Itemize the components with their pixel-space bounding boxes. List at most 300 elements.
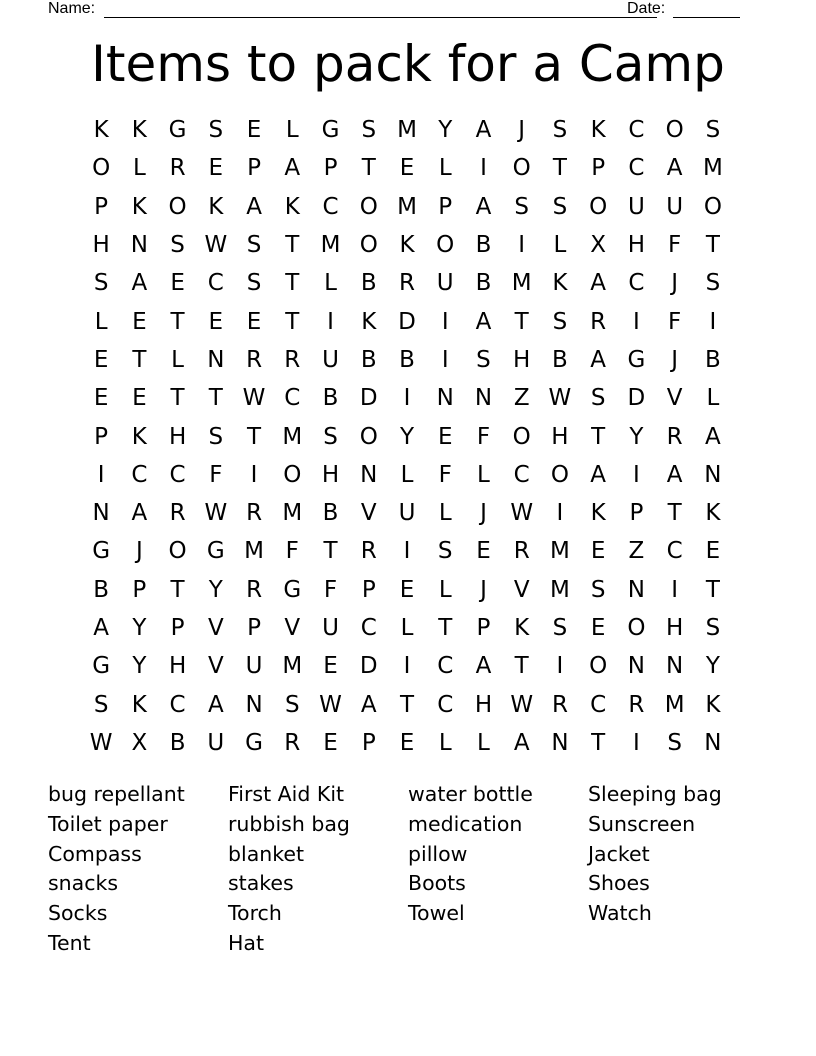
- grid-letter: L: [285, 117, 299, 144]
- grid-letter: L: [438, 500, 452, 527]
- word-bank-item: Shoes: [588, 871, 650, 896]
- grid-letter: E: [246, 308, 262, 335]
- grid-letter: R: [169, 500, 186, 527]
- grid-letter: W: [89, 729, 113, 756]
- grid-letter: A: [666, 461, 683, 488]
- grid-letter: H: [321, 461, 340, 488]
- grid-letter: A: [246, 193, 262, 220]
- grid-letter: P: [247, 615, 261, 641]
- grid-row: [82, 341, 732, 379]
- grid-letter: K: [131, 193, 147, 220]
- grid-row: [82, 647, 732, 685]
- grid-letter: M: [397, 117, 417, 144]
- grid-letter: I: [556, 500, 564, 527]
- grid-letter: K: [705, 500, 721, 527]
- grid-letter: R: [666, 423, 683, 450]
- grid-letter: K: [705, 691, 721, 718]
- grid-letter: L: [171, 346, 184, 373]
- word-bank-item: Sunscreen: [588, 811, 696, 836]
- grid-letter: U: [666, 193, 684, 220]
- grid-letter: N: [436, 385, 454, 412]
- grid-letter: A: [284, 155, 301, 182]
- grid-letter: E: [208, 308, 224, 335]
- grid-letter: I: [403, 538, 411, 565]
- word-bank-item: Tent: [48, 930, 91, 955]
- grid-letter: T: [552, 155, 567, 182]
- grid-letter: Z: [628, 538, 645, 565]
- grid-letter: I: [633, 729, 640, 756]
- grid-letter: S: [93, 691, 109, 718]
- grid-letter: G: [321, 117, 340, 144]
- word-bank-item: water bottle: [408, 782, 533, 806]
- grid-letter: S: [514, 193, 529, 220]
- grid-letter: S: [705, 615, 721, 641]
- grid-letter: K: [552, 270, 568, 297]
- date-blank-line: [673, 17, 740, 18]
- grid-letter: K: [208, 193, 224, 220]
- grid-letter: E: [399, 729, 415, 756]
- grid-letter: T: [438, 615, 453, 641]
- grid-letter: U: [398, 500, 416, 527]
- grid-row: [82, 456, 732, 494]
- grid-letter: C: [360, 615, 377, 641]
- grid-letter: T: [399, 691, 415, 718]
- grid-letter: T: [285, 232, 300, 259]
- grid-letter: L: [324, 270, 337, 297]
- grid-letter: O: [436, 232, 455, 259]
- grid-letter: V: [513, 576, 530, 603]
- grid-letter: R: [169, 155, 186, 182]
- grid-letter: A: [93, 615, 109, 641]
- grid-letter: C: [628, 270, 645, 297]
- grid-letter: A: [475, 653, 492, 680]
- date-label: Date:: [627, 0, 666, 17]
- grid-row: [82, 417, 732, 455]
- grid-letter: O: [665, 117, 684, 144]
- grid-letter: M: [282, 423, 303, 450]
- grid-letter: P: [476, 615, 491, 641]
- grid-letter: A: [705, 423, 721, 450]
- grid-letter: Y: [208, 576, 223, 603]
- grid-letter: S: [323, 423, 338, 450]
- grid-letter: S: [667, 729, 682, 756]
- grid-letter: P: [438, 193, 453, 220]
- grid-letter: X: [590, 232, 607, 259]
- grid-letter: C: [207, 270, 224, 297]
- word-bank-item: Boots: [408, 871, 466, 896]
- grid-letter: C: [513, 461, 530, 488]
- grid-row: [82, 379, 732, 417]
- grid-letter: K: [514, 615, 530, 641]
- grid-letter: B: [322, 500, 339, 527]
- grid-letter: R: [590, 308, 607, 335]
- grid-letter: O: [359, 232, 378, 259]
- grid-letter: F: [668, 308, 682, 335]
- grid-letter: A: [475, 117, 492, 144]
- grid-letter: T: [208, 385, 223, 412]
- grid-letter: T: [667, 500, 682, 527]
- grid-letter: W: [548, 385, 572, 412]
- grid-letter: U: [322, 346, 339, 373]
- grid-letter: I: [403, 385, 411, 412]
- grid-letter: N: [704, 729, 722, 756]
- grid-letter: T: [705, 576, 720, 603]
- grid-letter: E: [705, 538, 721, 565]
- grid-letter: I: [633, 308, 640, 335]
- grid-letter: G: [245, 729, 263, 756]
- grid-letter: G: [92, 653, 111, 680]
- grid-letter: E: [399, 576, 415, 603]
- grid-letter: E: [590, 615, 606, 641]
- grid-letter: H: [665, 615, 684, 641]
- word-bank: [48, 780, 768, 959]
- word-bank-item: Socks: [48, 901, 108, 926]
- word-bank-item: Watch: [588, 901, 652, 926]
- grid-letter: S: [246, 270, 262, 297]
- grid-letter: U: [207, 729, 225, 756]
- grid-letter: T: [132, 346, 147, 373]
- grid-letter: U: [245, 653, 263, 680]
- page-title: Items to pack for a Camp: [91, 35, 725, 93]
- grid-letter: A: [475, 308, 492, 335]
- grid-letter: M: [664, 691, 685, 718]
- grid-letter: L: [94, 308, 108, 335]
- grid-letter: G: [92, 538, 111, 565]
- grid-letter: N: [704, 461, 722, 488]
- grid-letter: N: [130, 232, 148, 259]
- grid-letter: U: [322, 615, 339, 641]
- grid-letter: C: [131, 461, 148, 488]
- grid-row: [82, 685, 732, 723]
- word-bank-item: Jacket: [588, 841, 650, 866]
- grid-letter: S: [170, 232, 185, 259]
- grid-letter: W: [510, 691, 534, 718]
- grid-row: [82, 264, 732, 302]
- grid-letter: M: [550, 538, 570, 565]
- grid-letter: T: [170, 308, 185, 335]
- grid-letter: B: [322, 385, 339, 412]
- grid-letter: H: [474, 691, 493, 718]
- grid-letter: E: [323, 653, 338, 680]
- grid-letter: C: [284, 385, 301, 412]
- grid-row: [82, 532, 732, 570]
- grid-letter: D: [359, 385, 378, 412]
- grid-letter: R: [284, 346, 301, 373]
- grid-letter: Y: [132, 653, 147, 680]
- grid-letter: H: [627, 232, 646, 259]
- grid-letter: W: [204, 232, 228, 259]
- grid-letter: W: [319, 691, 342, 718]
- grid-letter: E: [437, 423, 453, 450]
- word-bank-item: Hat: [228, 930, 265, 955]
- grid-letter: N: [92, 500, 110, 527]
- grid-letter: N: [245, 691, 263, 718]
- grid-letter: I: [97, 461, 105, 488]
- grid-letter: S: [476, 346, 491, 373]
- grid-letter: K: [590, 117, 606, 144]
- grid-letter: P: [361, 576, 376, 603]
- grid-letter: A: [207, 691, 224, 718]
- grid-letter: O: [283, 461, 302, 488]
- grid-row: [82, 226, 732, 264]
- grid-letter: K: [361, 308, 377, 335]
- grid-letter: H: [513, 346, 531, 373]
- grid-letter: R: [399, 270, 415, 297]
- grid-letter: T: [591, 423, 606, 450]
- grid-letter: P: [132, 576, 147, 603]
- grid-letter: B: [399, 346, 415, 373]
- grid-letter: D: [359, 653, 378, 680]
- grid-letter: L: [477, 729, 490, 756]
- grid-letter: M: [282, 500, 303, 527]
- grid-letter: R: [246, 500, 263, 527]
- grid-letter: O: [92, 155, 111, 182]
- grid-letter: T: [591, 729, 606, 756]
- grid-letter: H: [168, 653, 187, 680]
- grid-letter: T: [170, 385, 185, 412]
- grid-letter: W: [242, 385, 266, 412]
- grid-letter: P: [94, 193, 109, 220]
- grid-letter: L: [400, 461, 414, 488]
- grid-letter: O: [168, 538, 187, 565]
- grid-letter: M: [550, 576, 570, 603]
- grid-letter: E: [208, 155, 224, 182]
- grid-letter: J: [671, 270, 679, 297]
- grid-letter: S: [590, 576, 606, 603]
- grid-letter: J: [480, 576, 487, 603]
- grid-letter: E: [476, 538, 491, 565]
- grid-letter: C: [169, 461, 186, 488]
- grid-letter: V: [666, 385, 683, 412]
- word-bank-item: rubbish bag: [228, 811, 350, 836]
- grid-letter: Y: [629, 423, 644, 450]
- word-bank-item: medication: [408, 811, 523, 836]
- grid-letter: O: [512, 155, 531, 182]
- grid-letter: N: [360, 461, 378, 488]
- grid-letter: T: [285, 270, 300, 297]
- grid-letter: S: [705, 117, 721, 144]
- word-bank-item: snacks: [48, 871, 119, 896]
- grid-letter: Y: [705, 653, 720, 680]
- grid-letter: S: [246, 232, 262, 259]
- grid-row: [82, 302, 732, 340]
- grid-letter: R: [284, 729, 301, 756]
- grid-letter: E: [93, 346, 109, 373]
- grid-letter: B: [360, 270, 377, 297]
- word-bank-item: Torch: [228, 901, 282, 926]
- grid-letter: E: [93, 385, 109, 412]
- grid-letter: M: [702, 155, 723, 182]
- grid-letter: P: [629, 500, 644, 527]
- grid-letter: L: [477, 461, 490, 488]
- grid-letter: A: [590, 461, 607, 488]
- word-bank-item: stakes: [228, 871, 294, 896]
- grid-letter: E: [246, 117, 262, 144]
- grid-letter: L: [706, 385, 720, 412]
- grid-letter: A: [475, 193, 492, 220]
- grid-letter: R: [628, 691, 645, 718]
- grid-letter: O: [627, 615, 646, 641]
- word-bank-item: blanket: [228, 841, 305, 866]
- word-bank-item: Compass: [48, 841, 142, 866]
- grid-letter: A: [666, 155, 683, 182]
- word-search-grid: [82, 111, 732, 762]
- grid-letter: C: [169, 691, 186, 718]
- grid-letter: R: [360, 538, 377, 565]
- grid-letter: S: [552, 308, 568, 335]
- grid-letter: F: [285, 538, 299, 565]
- grid-letter: A: [590, 270, 607, 297]
- grid-letter: X: [131, 729, 148, 756]
- grid-letter: L: [438, 155, 452, 182]
- grid-letter: S: [590, 385, 606, 412]
- name-label: Name:: [48, 0, 96, 17]
- grid-letter: R: [551, 691, 568, 718]
- grid-letter: G: [168, 117, 187, 144]
- grid-letter: S: [705, 270, 721, 297]
- grid-letter: G: [283, 576, 302, 603]
- grid-letter: L: [438, 576, 452, 603]
- grid-letter: S: [552, 615, 568, 641]
- grid-letter: P: [591, 155, 606, 182]
- grid-letter: I: [556, 653, 564, 680]
- grid-letter: K: [399, 232, 415, 259]
- grid-letter: N: [207, 346, 225, 373]
- grid-letter: A: [590, 346, 607, 373]
- grid-letter: S: [208, 117, 224, 144]
- grid-letter: M: [397, 193, 417, 220]
- grid-letter: I: [327, 308, 334, 335]
- grid-letter: D: [627, 385, 646, 412]
- grid-letter: V: [207, 615, 224, 641]
- grid-letter: E: [590, 538, 606, 565]
- grid-letter: P: [94, 423, 109, 450]
- grid-letter: B: [552, 346, 568, 373]
- grid-letter: C: [628, 155, 645, 182]
- grid-letter: T: [285, 308, 300, 335]
- grid-letter: F: [668, 232, 682, 259]
- grid-letter: I: [403, 653, 411, 680]
- word-bank-item: Toilet paper: [48, 811, 168, 836]
- grid-letter: A: [360, 691, 377, 718]
- grid-letter: C: [437, 691, 454, 718]
- grid-letter: F: [209, 461, 223, 488]
- grid-letter: T: [170, 576, 185, 603]
- grid-letter: D: [398, 308, 416, 335]
- grid-letter: E: [170, 270, 185, 297]
- grid-letter: T: [514, 308, 529, 335]
- grid-letter: F: [438, 461, 452, 488]
- grid-letter: M: [320, 232, 341, 259]
- grid-letter: O: [589, 653, 608, 680]
- grid-letter: W: [510, 500, 534, 527]
- grid-letter: E: [132, 385, 147, 412]
- grid-letter: Y: [132, 615, 147, 641]
- grid-letter: K: [284, 193, 300, 220]
- grid-letter: L: [553, 232, 567, 259]
- grid-letter: U: [436, 270, 454, 297]
- grid-row: [82, 724, 732, 762]
- grid-letter: I: [518, 232, 526, 259]
- grid-letter: I: [250, 461, 258, 488]
- grid-letter: I: [441, 308, 449, 335]
- grid-letter: V: [284, 615, 301, 641]
- grid-letter: I: [441, 346, 449, 373]
- grid-letter: K: [131, 691, 147, 718]
- grid-letter: S: [93, 270, 109, 297]
- grid-letter: B: [93, 576, 109, 603]
- grid-letter: B: [360, 346, 377, 373]
- grid-letter: E: [132, 308, 147, 335]
- grid-letter: T: [361, 155, 376, 182]
- grid-letter: H: [92, 232, 110, 259]
- grid-letter: K: [590, 500, 606, 527]
- word-bank-item: Sleeping bag: [588, 782, 722, 806]
- grid-letter: U: [627, 193, 645, 220]
- grid-letter: O: [550, 461, 569, 488]
- grid-letter: S: [284, 691, 300, 718]
- grid-letter: N: [627, 576, 645, 603]
- grid-letter: K: [93, 117, 109, 144]
- grid-row: [82, 494, 732, 532]
- grid-letter: O: [512, 423, 531, 450]
- grid-letter: S: [552, 117, 568, 144]
- grid-row: [82, 609, 732, 647]
- grid-letter: T: [705, 232, 720, 259]
- grid-letter: O: [359, 423, 378, 450]
- word-bank-item: First Aid Kit: [228, 782, 345, 806]
- grid-letter: A: [131, 270, 148, 297]
- grid-letter: M: [244, 538, 264, 565]
- grid-letter: V: [360, 500, 377, 527]
- grid-letter: I: [633, 461, 640, 488]
- word-bank-item: pillow: [408, 841, 468, 866]
- name-blank-line: [104, 17, 657, 18]
- grid-letter: I: [480, 155, 487, 182]
- grid-letter: R: [246, 346, 263, 373]
- grid-letter: Z: [513, 385, 530, 412]
- grid-letter: T: [247, 423, 262, 450]
- grid-row: [82, 111, 732, 149]
- grid-letter: R: [513, 538, 530, 565]
- grid-letter: A: [513, 729, 530, 756]
- grid-letter: W: [204, 500, 228, 527]
- grid-letter: S: [437, 538, 453, 565]
- grid-letter: B: [704, 346, 721, 373]
- grid-letter: H: [551, 423, 569, 450]
- grid-letter: H: [168, 423, 187, 450]
- grid-letter: C: [322, 193, 339, 220]
- grid-letter: L: [400, 615, 414, 641]
- grid-letter: F: [323, 576, 338, 603]
- grid-letter: O: [168, 193, 187, 220]
- grid-letter: R: [246, 576, 263, 603]
- grid-letter: C: [437, 653, 454, 680]
- grid-letter: B: [169, 729, 186, 756]
- grid-letter: T: [514, 653, 529, 680]
- grid-letter: C: [628, 117, 645, 144]
- grid-letter: E: [323, 729, 338, 756]
- grid-row: [82, 571, 732, 609]
- grid-letter: S: [208, 423, 224, 450]
- word-bank-item: Towel: [408, 901, 465, 926]
- grid-letter: J: [480, 500, 487, 527]
- word-bank-item: bug repellant: [48, 782, 185, 806]
- grid-letter: J: [518, 117, 526, 144]
- grid-letter: G: [627, 346, 646, 373]
- grid-letter: K: [131, 117, 147, 144]
- grid-row: [82, 188, 732, 226]
